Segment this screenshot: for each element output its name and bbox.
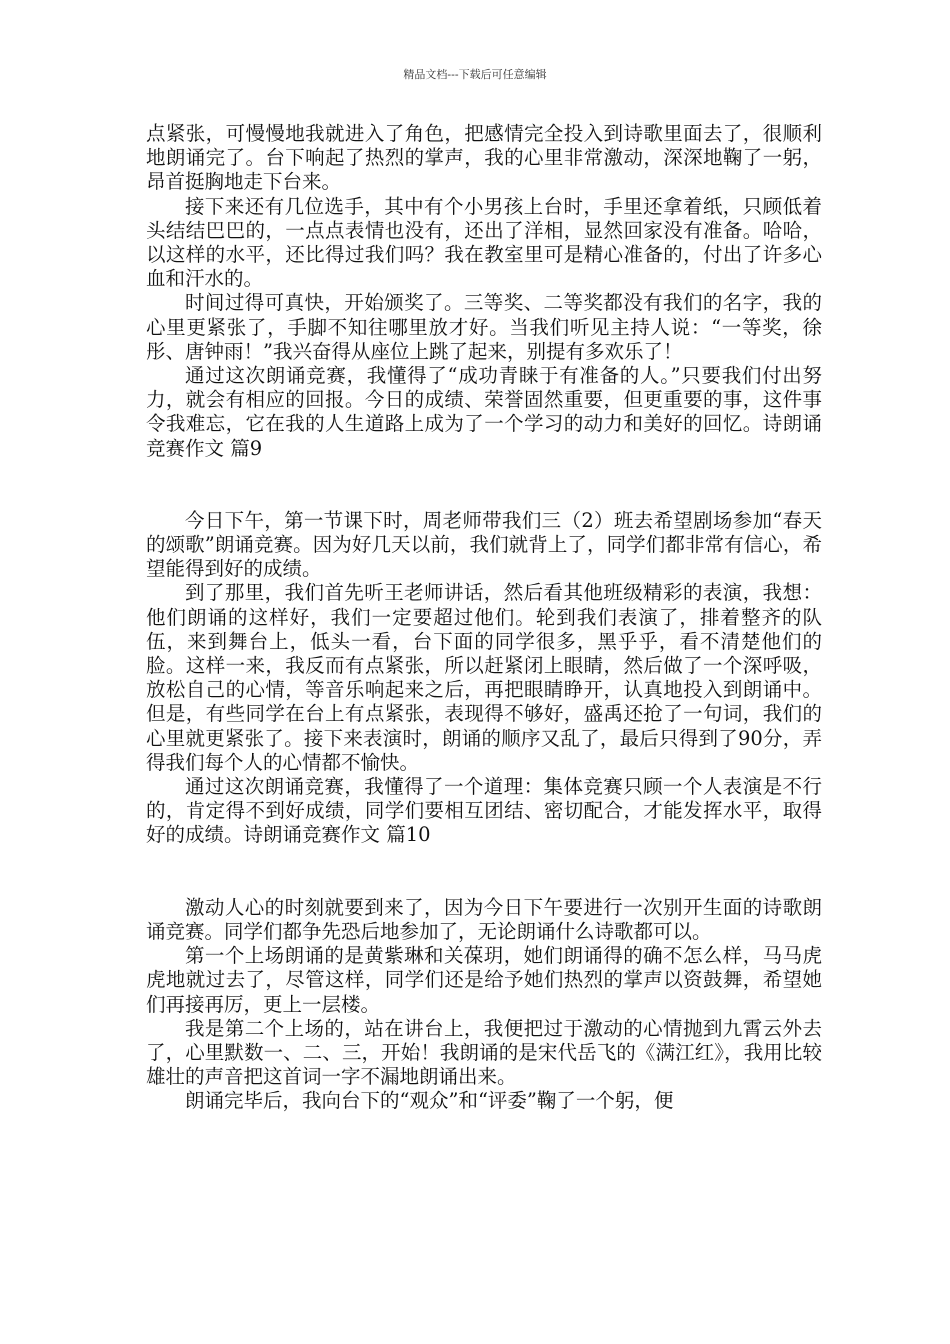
section-gap: [146, 848, 822, 896]
section-gap: [146, 461, 822, 509]
paragraph: 激动人心的时刻就要到来了，因为今日下午要进行一次别开生面的诗歌朗诵竞赛。同学们都争先恐后地参加了，无论朗诵什么诗歌都可以。: [146, 895, 822, 943]
paragraph: 通过这次朗诵竞赛，我懂得了一个道理：集体竞赛只顾一个人表演是不行的，肯定得不到好成绩，同学们要相互团结、密切配合，才能发挥水平，取得好的成绩。诗朗诵竞赛作文 篇10: [146, 775, 822, 847]
paragraph: 第一个上场朗诵的是黄紫琳和关葆玥，她们朗诵得的确不怎么样，马马虎虎地就过去了，尽管这样，同学们还是给予她们热烈的掌声以资鼓舞，希望她们再接再厉，更上一层楼。: [146, 944, 822, 1016]
paragraph: 我是第二个上场的，站在讲台上，我便把过于激动的心情抛到九霄云外去了，心里默数一、二、三，开始！我朗诵的是宋代岳飞的《满江红》，我用比较雄壮的声音把这首词一字不漏地朗诵出来。: [146, 1016, 822, 1089]
paragraph: 接下来还有几位选手，其中有个小男孩上台时，手里还拿着纸，只顾低着头结结巴巴的，一点点表情也没有，还出了洋相，显然回家没有准备。哈哈，以这样的水平，还比得过我们吗？我在教室里可是精心准备的，付出了许多心血和汗水的。: [146, 194, 822, 291]
document-body: [146, 122, 822, 1114]
paragraph: 时间过得可真快，开始颁奖了。三等奖、二等奖都没有我们的名字，我的心里更紧张了，手脚不知往哪里放才好。当我们听见主持人说：“一等奖，徐彤、唐钟雨！”我兴奋得从座位上跳了起来，别提有多欢乐了！: [146, 291, 822, 363]
paragraph: 到了那里，我们首先听王老师讲话，然后看其他班级精彩的表演，我想：他们朗诵的这样好，我们一定要超过他们。轮到我们表演了，排着整齐的队伍，来到舞台上，低头一看，台下面的同学很多，黑乎乎，看不清楚他们的脸。这样一来，我反而有点紧张，所以赶紧闭上眼睛，然后做了一个深呼吸，放松自己的心情，等音乐响起来之后，再把眼睛睁开，认真地投入到朗诵中。但是，有些同学在台上有点紧张，表现得不够好，盛禹还抢了一句词，我们的心里就更紧张了。接下来表演时，朗诵的顺序又乱了，最后只得到了90分，弄得我们每个人的心情都不愉快。: [146, 581, 822, 774]
paragraph: 今日下午，第一节课下时，周老师带我们三（2）班去希望剧场参加“春天的颂歌”朗诵竞赛。因为好几天以前，我们就背上了，同学们都非常有信心，希望能得到好的成绩。: [146, 508, 822, 581]
paragraph: 点紧张，可慢慢地我就进入了角色，把感情完全投入到诗歌里面去了，很顺利地朗诵完了。台下响起了热烈的掌声，我的心里非常激动，深深地鞠了一躬，昂首挺胸地走下台来。: [146, 122, 822, 194]
paragraph: 通过这次朗诵竞赛，我懂得了“成功青睐于有准备的人。”只要我们付出努力，就会有相应的回报。今日的成绩、荣誉固然重要，但更重要的事，这件事令我难忘，它在我的人生道路上成为了一个学习的动力和美好的回忆。诗朗诵竞赛作文 篇9: [146, 364, 822, 460]
page-header: 精品文档---下载后可任意编辑: [403, 68, 547, 81]
paragraph: 朗诵完毕后，我向台下的“观众”和“评委”鞠了一个躬，便: [185, 1089, 674, 1113]
